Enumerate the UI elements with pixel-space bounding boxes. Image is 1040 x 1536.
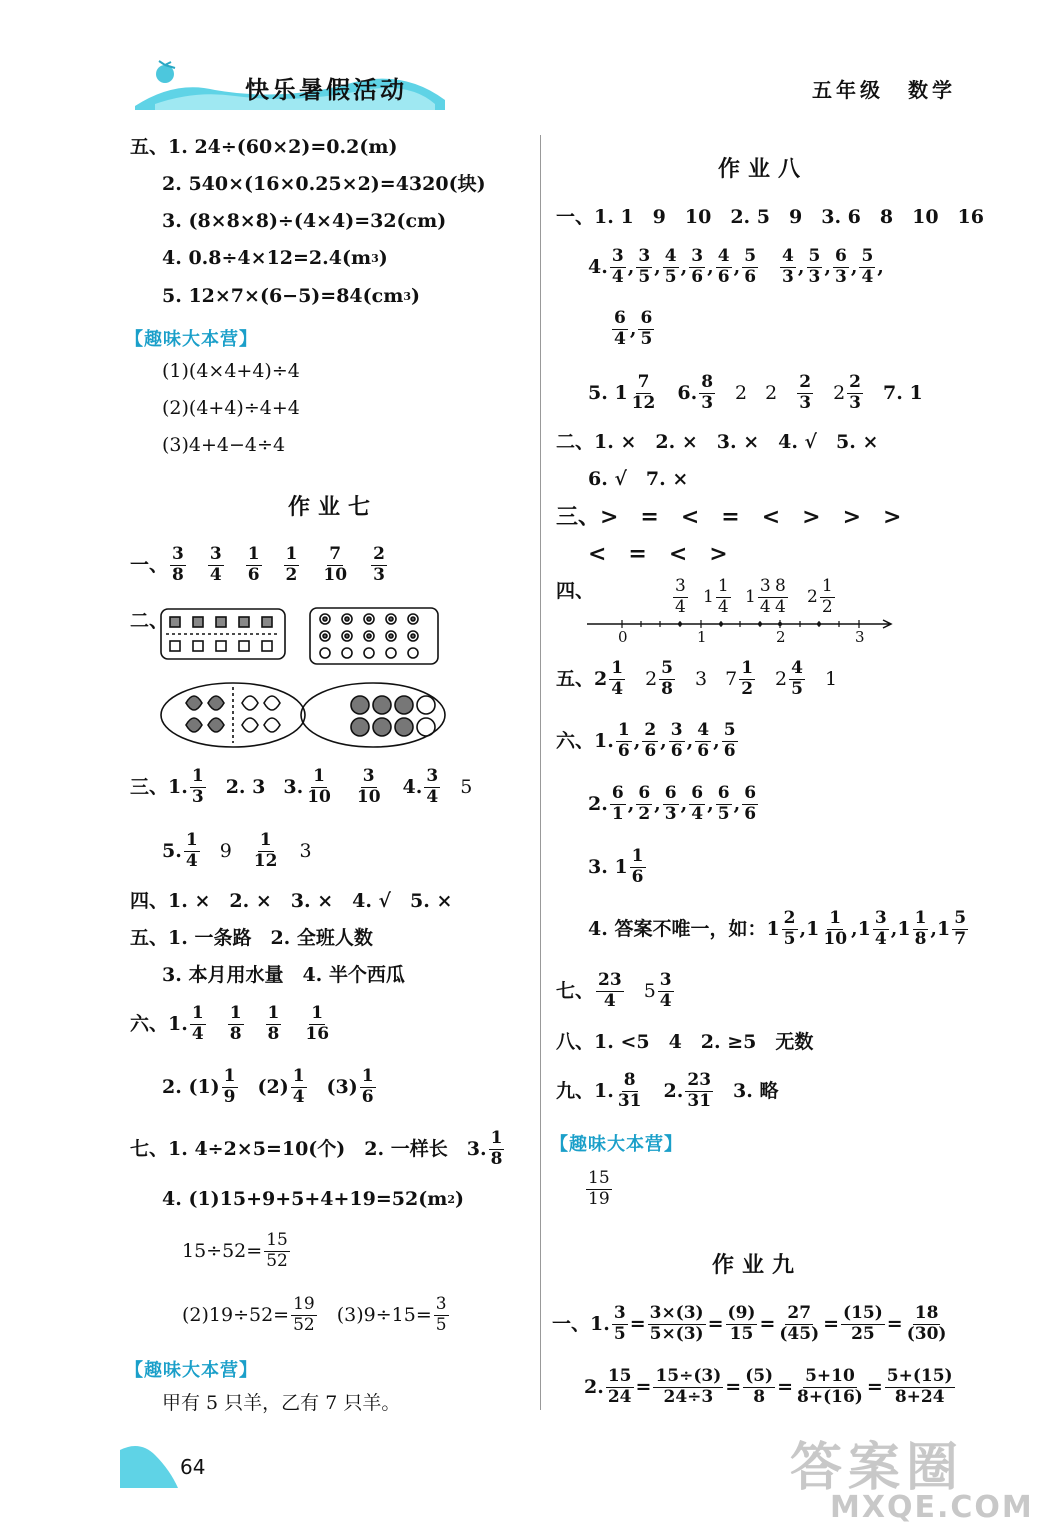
header-banner [135,60,445,110]
hw8-q6-line-2: 2. $\frac{6}{1}$ , $\frac{6}{2}$ , $\frac{6}{3}$ , $\frac{6}{4}$ , $\frac{6}{5}$ , $\frac{6}{6}$ [588,783,757,824]
hw7-q1: 一、 $\frac{3}{8}$ $\frac{3}{4}$ $\frac{1}{6}$ $\frac{1}{2}$ $\frac{7}{10}$ $\frac{2}{3}$ [130,544,385,585]
hw9-title: 作业九 [712,1252,803,1278]
hw7-q3-line-2: 5. $\frac{1}{4}$ 9 $\frac{1}{12}$ 3 [162,830,312,871]
s5-line-4: 4. 0.8÷4×12=2.4(m 3 ) [162,247,388,269]
s5-line-2: 2. 540×(16×0.25×2)=4320(块) [162,173,486,195]
hw8-q5: 五、2 $\frac{1}{4}$ 2 $\frac{5}{8}$ 3 7 $\frac{1}{2}$ 2 $\frac{4}{5}$ 1 [556,658,838,699]
fun1-line-1: (1)(4×4+4)÷4 [162,360,300,382]
hw8-q3-line-2: < = < > [588,541,728,567]
hw8-q1-line-2: 4. $\frac{3}{4}$ , $\frac{3}{5}$ , $\frac{4}{5}$ , $\frac{3}{6}$ , $\frac{4}{6}$ , $\frac{5}{6}$ $\frac{4}{3}$ , $\frac{5}{3}$ , $\frac{6}{3}$ , $\frac{5}{4}$ , [588,246,884,287]
fun1-line-2: (2)(4+4)÷4+4 [162,397,300,419]
hw7-q2-figures [158,605,448,765]
hw8-q9: 九、1. $\frac{8}{31}$ 2. $\frac{23}{31}$ 3. 略 [556,1070,779,1111]
number-line [585,578,895,648]
hw8-q1-line-4: 5. 1 $\frac{7}{12}$ 6. $\frac{8}{3}$ 2 2 $\frac{2}{3}$ 2 $\frac{2}{3}$ 7. 1 [588,372,923,413]
tick-label-1: 1 [697,628,707,646]
fun-tag-3: 【趣味大本营】 [550,1134,683,1155]
hw7-q6-line-1: 六、1. $\frac{1}{4}$ $\frac{1}{8}$ $\frac{1}{8}$ $\frac{1}{16}$ [130,1003,330,1044]
number-line-axis [585,578,895,648]
watermark-sub: MXQE.COM [830,1490,1034,1525]
hw8-title: 作业八 [718,156,809,182]
tick-label-3: 3 [855,628,865,646]
tick-label-2: 2 [776,628,786,646]
hw7-q7-line-1: 七、1. 4÷2×5=10(个) 2. 一样长 3. $\frac{1}{8}$ [130,1128,503,1169]
tick-label-0: 0 [618,628,628,646]
mark-1-1-4: 1 $\frac{1}{4}$ [703,576,729,617]
hw7-q5-line-1: 五、1. 一条路 2. 全班人数 [130,927,373,949]
column-divider [540,135,541,1410]
fun3-answer: $\frac{15}{19}$ [588,1168,610,1209]
fun-tag-2: 【趣味大本营】 [125,1360,258,1381]
fun1-line-3: (3)4+4−4÷4 [162,434,286,456]
hw7-title: 作业七 [288,494,379,520]
s5-line-5: 5. 12×7×(6−5)=84(cm 3 ) [162,285,420,307]
banner-title: 快乐暑假活动 [245,76,407,104]
hw7-q6-line-2: 2. (1) $\frac{1}{9}$ (2) $\frac{1}{4}$ (3) $\frac{1}{6}$ [162,1066,374,1107]
hw7-q3-line-1: 三、1. $\frac{1}{3}$ 2. 3 3. $\frac{1}{10}$ $\frac{3}{10}$ 4. $\frac{3}{4}$ 5 [130,766,473,807]
hw7-q2-label: 二、 [130,610,169,632]
hw8-q7: 七、 $\frac{23}{4}$ 5 $\frac{3}{4}$ [556,970,672,1011]
s5-line-3: 3. (8×8×8)÷(4×4)=32(cm) [162,210,447,232]
fun-tag-1: 【趣味大本营】 [125,329,258,350]
hw8-q6-line-1: 六、1. $\frac{1}{6}$ , $\frac{2}{6}$ , $\frac{3}{6}$ , $\frac{4}{6}$ , $\frac{5}{6}$ [556,720,736,761]
hw8-q3-line-1: 三、> = < = < > > > [556,504,902,530]
hw8-q6-line-4: 4. 答案不唯一，如：1 $\frac{2}{5}$ ,1 $\frac{1}{10}$ ,1 $\frac{3}{4}$ ,1 $\frac{1}{8}$ ,1 $\frac{5}{7}$ [588,908,967,949]
page-number: 64 [180,1455,206,1479]
mark-8-4: $\frac{8}{4}$ [775,576,786,617]
hw8-q4-label: 四、 [556,580,595,602]
hw7-q4: 四、1. × 2. × 3. × 4. √ 5. × [130,890,453,912]
hw9-q1: 一、1. $\frac{3}{5}$ = $\frac{3\times(3)}{5\times(3)}$ = $\frac{(9)}{15}$ = $\frac{27}{(45)}$ = $\frac{(15)}{25}$ = $\frac{18}{(30)}$ [552,1303,947,1344]
s5-line-1: 五、1. 24÷(60×2)=0.2(m) [130,136,398,158]
hw8-q2-line-1: 二、1. × 2. × 3. × 4. √ 5. × [556,431,879,453]
hw7-q7-line-3: 15÷52= $\frac{15}{52}$ [182,1230,288,1271]
watermark-main: 答案圈 [790,1438,965,1498]
hw8-q1-line-3: $\frac{6}{4}$ , $\frac{6}{5}$ [614,308,653,349]
mark-1-3-4: 1 $\frac{3}{4}$ [745,576,771,617]
hw8-q8: 八、1. <5 4 2. ≥5 无数 [556,1031,814,1053]
hw8-q2-line-2: 6. √ 7. × [588,468,689,490]
hw7-q7-line-2: 4. (1)15+9+5+4+19=52(m 2 ) [162,1188,464,1210]
grade-subject: 五年级 数学 [812,78,956,102]
mark-3-4: $\frac{3}{4}$ [675,576,686,617]
page-corner-graphic [120,1440,180,1490]
hw7-q7-line-4: (2)19÷52= $\frac{19}{52}$ (3)9÷15= $\frac{3}{5}$ [182,1294,447,1335]
hw8-q6-line-3: 3. 1 $\frac{1}{6}$ [588,846,644,887]
fun2-text: 甲有 5 只羊，乙有 7 只羊。 [162,1392,401,1414]
hw7-q5-line-2: 3. 本月用水量 4. 半个西瓜 [162,964,405,986]
hw8-q1-line-1: 一、1. 1 9 10 2. 5 9 3. 6 8 10 16 [556,206,984,228]
mark-2-1-2: 2 $\frac{1}{2}$ [807,576,833,617]
hw9-q2: 2. $\frac{15}{24}$ = $\frac{15\div(3)}{24\div 3}$ = $\frac{(5)}{8}$ = $\frac{5+10}{8+(16)}$ = $\frac{5+(15)}{8+24}$ [584,1366,953,1407]
